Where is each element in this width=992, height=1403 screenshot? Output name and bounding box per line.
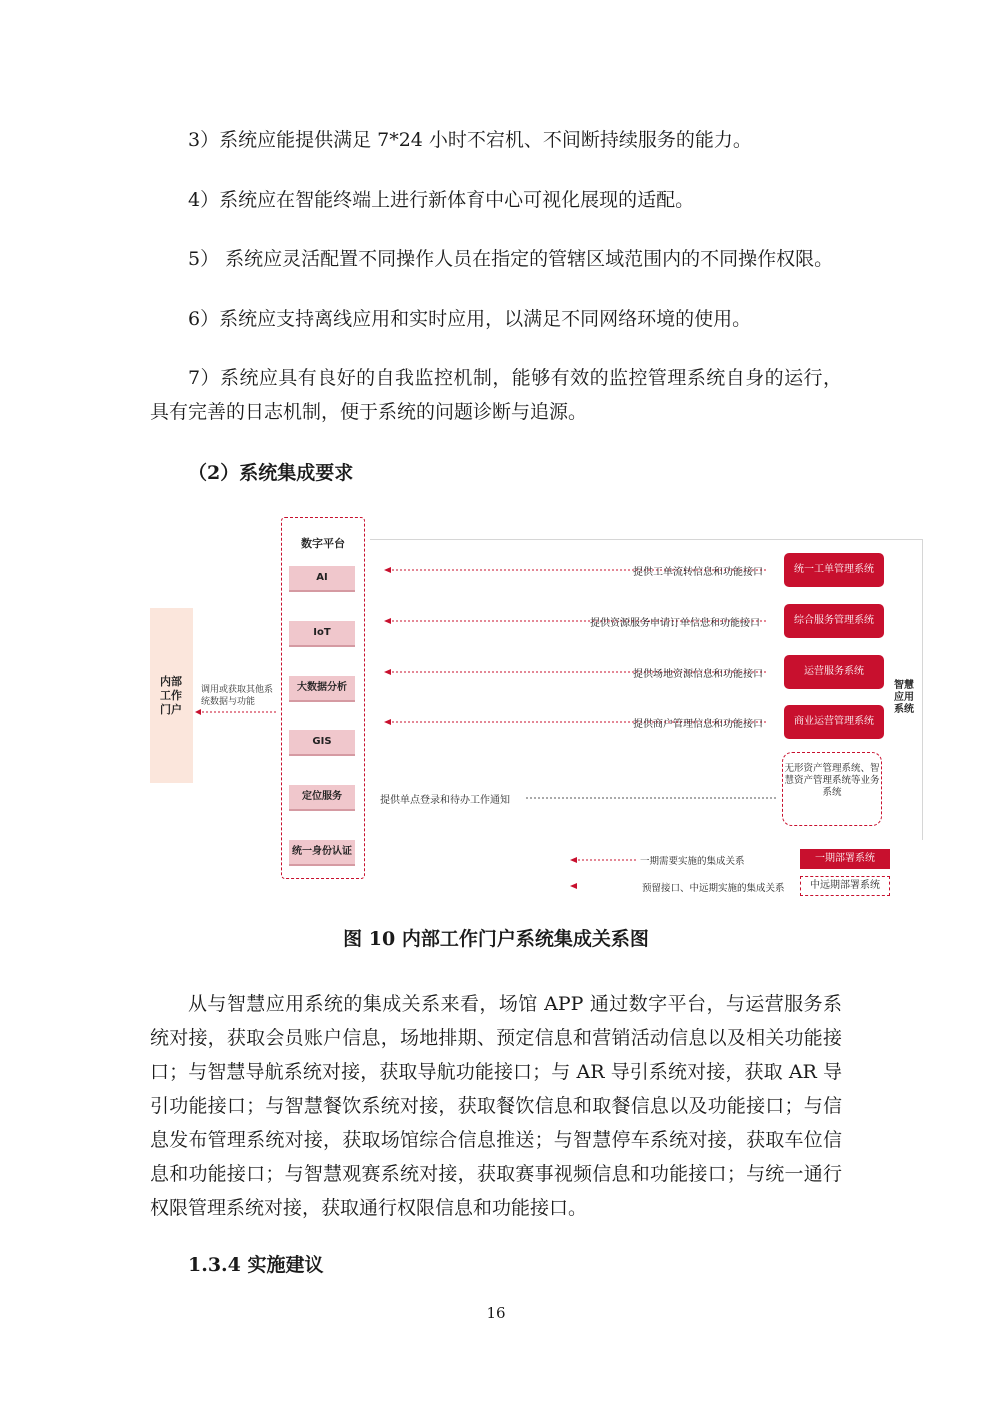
smart-apps-label: 智慧应用系统 xyxy=(894,680,914,715)
platform-item-identity: 统一身份认证 xyxy=(289,840,355,866)
section-heading-integration: （2）系统集成要求 xyxy=(188,462,354,484)
legend-phase1-box: 一期部署系统 xyxy=(800,849,890,869)
platform-item-gis: GIS xyxy=(289,730,355,756)
platform-title: 数字平台 xyxy=(301,537,345,550)
figure-caption: 图 10 内部工作门户系统集成关系图 xyxy=(343,928,649,950)
integration-diagram xyxy=(148,512,928,902)
page-number: 16 xyxy=(486,1304,506,1322)
portal-label: 内部工作门户 xyxy=(160,675,182,716)
platform-item-iot: IoT xyxy=(289,621,355,647)
section-heading-implementation: 1.3.4 实施建议 xyxy=(188,1254,324,1276)
platform-item-location: 定位服务 xyxy=(289,785,355,811)
sso-label: 提供单点登录和待办工作通知 xyxy=(380,795,510,806)
paragraph-4: 4）系统应在智能终端上进行新体育中心可视化展现的适配。 xyxy=(188,189,695,211)
system-service-management: 综合服务管理系统 xyxy=(784,604,884,638)
system-future-assets: 无形资产管理系统、智慧资产管理系统等业务系统 xyxy=(782,752,882,826)
platform-item-bigdata: 大数据分析 xyxy=(289,676,355,702)
flow-label-3: 提供场地资源信息和功能接口 xyxy=(633,669,763,680)
system-commercial-operation: 商业运营管理系统 xyxy=(784,705,884,739)
legend-phase1-text: 一期需要实施的集成关系 xyxy=(640,856,745,867)
system-work-order: 统一工单管理系统 xyxy=(784,553,884,587)
paragraph-7: 7）系统应具有良好的自我监控机制，能够有效的监控管理系统自身的运行，具有完善的日志机制，便于系统的问题诊断与追源。 xyxy=(150,367,842,423)
legend-future-box: 中远期部署系统 xyxy=(800,876,890,896)
flow-label-2: 提供资源服务申请订单信息和功能接口 xyxy=(590,618,760,629)
legend-future-text: 预留接口、中远期实施的集成关系 xyxy=(642,883,785,894)
digital-platform xyxy=(281,517,365,879)
paragraph-6: 6）系统应支持离线应用和实时应用，以满足不同网络环境的使用。 xyxy=(188,308,752,330)
body-paragraph: 从与智慧应用系统的集成关系来看，场馆 APP 通过数字平台，与运营服务系统对接，获取会员账户信息，场地排期、预定信息和营销活动信息以及相关功能接口；与智慧导航系统对接，获取导航功能接口；与 AR 导引系统对接，获取 AR 导引功能接口；与智慧餐饮系统对接，获取餐饮信息和取餐信息以及功能接口；与信息发布管理系统对接，获取场馆综合信息推送；与智慧停车系统对接，获取车位信息和功能接口；与智慧观赛系统对接，获取赛事视频信息和功能接口；与统一通行权限管理系统对接，获取通行权限信息和功能接口。 xyxy=(150,993,842,1219)
portal-note: 调用或获取其他系统数据与功能 xyxy=(201,685,274,707)
flow-label-1: 提供工单流转信息和功能接口 xyxy=(633,567,763,578)
platform-item-ai: AI xyxy=(289,566,355,592)
flow-label-4: 提供商户管理信息和功能接口 xyxy=(633,719,763,730)
system-operation-service: 运营服务系统 xyxy=(784,655,884,689)
paragraph-5: 5） 系统应灵活配置不同操作人员在指定的管辖区域范围内的不同操作权限。 xyxy=(188,248,834,270)
paragraph-3: 3）系统应能提供满足 7*24 小时不宕机、不间断持续服务的能力。 xyxy=(188,129,752,151)
